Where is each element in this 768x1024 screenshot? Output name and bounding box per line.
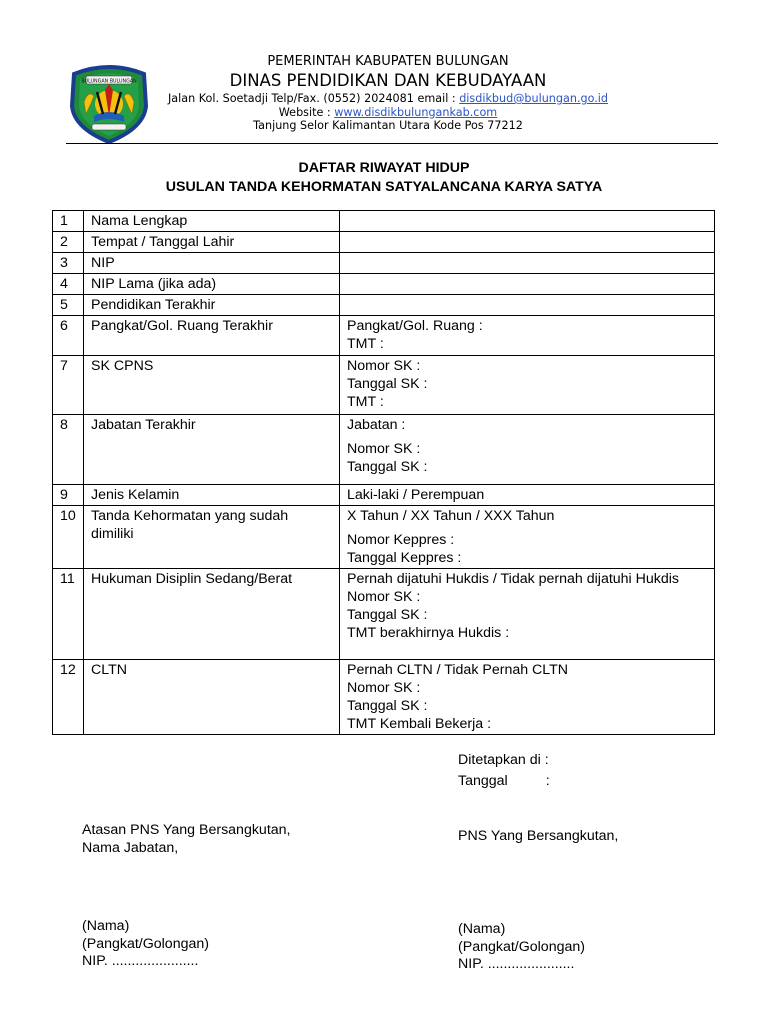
ditetapkan-label: Ditetapkan di : [458, 752, 549, 768]
field-value-line: TMT berakhirnya Hukdis : [347, 625, 510, 641]
right-rank-placeholder: (Pangkat/Golongan) [458, 938, 585, 955]
letterhead-text [150, 54, 626, 133]
field-value-line: Laki-laki / Perempuan [347, 487, 485, 503]
address-line [150, 92, 626, 106]
website-link[interactable]: www.disdikbulungankab.com [334, 105, 498, 119]
field-label: Pangkat/Gol. Ruang Terakhir [84, 316, 340, 356]
field-value-line: Tanggal Keppres : [347, 550, 462, 566]
field-value[interactable] [340, 485, 715, 506]
left-nip-placeholder: NIP. ...................... [82, 953, 199, 969]
form-row [53, 274, 715, 295]
row-number: 9 [53, 485, 84, 506]
field-value-line: Pernah dijatuhi Hukdis / Tidak pernah dijatuhi Hukdis [347, 571, 680, 587]
form-row [53, 316, 715, 356]
field-label: SK CPNS [84, 356, 340, 415]
website-label: Website : [278, 105, 335, 119]
left-rank-placeholder: (Pangkat/Golongan) [82, 935, 209, 952]
supervisor-title: Atasan PNS Yang Bersangkutan, [82, 822, 291, 838]
field-value[interactable] [340, 211, 715, 232]
cv-form-table [52, 210, 715, 735]
field-value-line: Tanggal SK : [347, 376, 428, 392]
field-value-line: Nomor SK : [347, 589, 421, 605]
row-number: 4 [53, 274, 84, 295]
field-value[interactable] [340, 253, 715, 274]
field-label: Tempat / Tanggal Lahir [84, 232, 340, 253]
field-value-line: X Tahun / XX Tahun / XXX Tahun [347, 508, 555, 524]
left-signature-block [82, 918, 209, 971]
field-value-line: TMT : [347, 336, 384, 352]
field-value-line: Nomor SK : [347, 441, 421, 457]
row-number: 5 [53, 295, 84, 316]
email-link[interactable]: disdikbud@bulungan.go.id [459, 92, 609, 105]
field-value[interactable] [340, 660, 715, 735]
field-value-line: TMT Kembali Bekerja : [347, 716, 492, 732]
website-line [150, 106, 626, 120]
field-value[interactable] [340, 274, 715, 295]
row-number: 8 [53, 415, 84, 485]
field-value-line: Tanggal SK : [347, 607, 428, 623]
field-value-line: Tanggal SK : [347, 459, 428, 475]
emblem-banner-text: BULUNGAN BULUNGAN [81, 79, 137, 85]
field-label: Hukuman Disiplin Sedang/Berat [84, 569, 340, 660]
right-signature-title [458, 828, 618, 846]
field-value-line: Tanggal SK : [347, 698, 428, 714]
field-label: Nama Lengkap [84, 211, 340, 232]
field-value-line: Pangkat/Gol. Ruang : [347, 318, 483, 334]
row-number: 2 [53, 232, 84, 253]
field-label: Pendidikan Terakhir [84, 295, 340, 316]
field-value-line: Jabatan : [347, 417, 406, 433]
tanggal-colon: : [545, 772, 550, 789]
agency-name: DINAS PENDIDIKAN DAN KEBUDAYAAN [229, 71, 547, 90]
form-row [53, 506, 715, 569]
letterhead-divider [66, 143, 718, 144]
letterhead [0, 0, 768, 150]
document-title [52, 159, 716, 197]
form-row [53, 253, 715, 274]
title-line-1: DAFTAR RIWAYAT HIDUP [298, 160, 470, 176]
row-number: 6 [53, 316, 84, 356]
field-value[interactable] [340, 415, 715, 485]
employee-title: PNS Yang Bersangkutan, [458, 828, 619, 844]
government-name: PEMERINTAH KABUPATEN BULUNGAN [267, 54, 509, 69]
address-text: Jalan Kol. Soetadji Telp/Fax. (0552) 2024081 email : [167, 92, 460, 105]
field-label: Jenis Kelamin [84, 485, 340, 506]
row-number: 3 [53, 253, 84, 274]
form-row [53, 295, 715, 316]
left-name-placeholder: (Nama) [82, 918, 130, 934]
row-number: 7 [53, 356, 84, 415]
title-line-2: USULAN TANDA KEHORMATAN SATYALANCANA KARYA SATYA [165, 179, 603, 195]
left-signature-title [82, 822, 290, 857]
field-label: NIP Lama (jika ada) [84, 274, 340, 295]
row-number: 10 [53, 506, 84, 569]
right-name-placeholder: (Nama) [458, 921, 506, 937]
form-row [53, 485, 715, 506]
position-name-label: Nama Jabatan, [82, 839, 179, 856]
row-number: 12 [53, 660, 84, 735]
field-value-line: Pernah CLTN / Tidak Pernah CLTN [347, 662, 569, 678]
form-row [53, 232, 715, 253]
field-label: NIP [84, 253, 340, 274]
field-value-line: TMT : [347, 394, 384, 410]
field-label: Tanda Kehormatan yang sudah dimiliki [84, 506, 340, 569]
city-line: Tanjung Selor Kalimantan Utara Kode Pos 77212 [253, 119, 523, 132]
field-value-line: Nomor Keppres : [347, 532, 455, 548]
right-nip-placeholder: NIP. ...................... [458, 956, 575, 972]
field-value[interactable] [340, 569, 715, 660]
regency-emblem-icon [64, 62, 154, 144]
form-row [53, 569, 715, 660]
field-value[interactable] [340, 356, 715, 415]
row-number: 1 [53, 211, 84, 232]
form-row [53, 356, 715, 415]
place-date-block [458, 752, 550, 790]
right-signature-block [458, 921, 585, 974]
form-row [53, 211, 715, 232]
form-row [53, 660, 715, 735]
tanggal-label: Tanggal [458, 772, 508, 789]
tanggal-line [458, 773, 550, 791]
form-row [53, 415, 715, 485]
field-value[interactable] [340, 295, 715, 316]
field-value-line: Nomor SK : [347, 358, 421, 374]
field-value[interactable] [340, 232, 715, 253]
field-label: CLTN [84, 660, 340, 735]
row-number: 11 [53, 569, 84, 660]
field-value-line: Nomor SK : [347, 680, 421, 696]
field-value[interactable] [340, 506, 715, 569]
field-label: Jabatan Terakhir [84, 415, 340, 485]
field-value[interactable] [340, 316, 715, 356]
